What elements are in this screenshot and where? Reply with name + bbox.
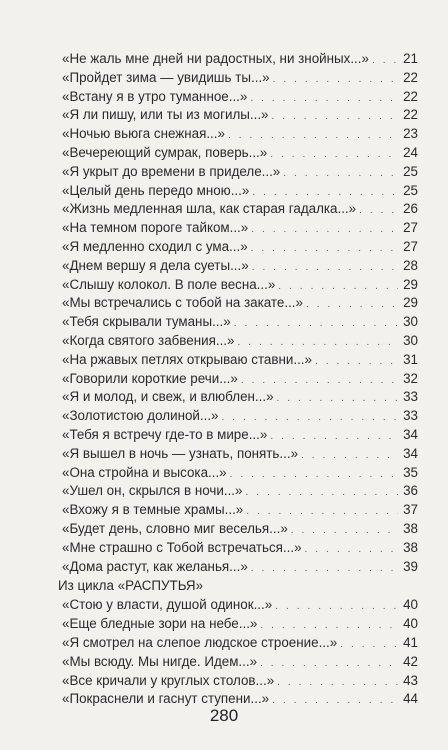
toc-group-1 <box>62 50 418 576</box>
toc-entry-page: 42 <box>403 653 418 669</box>
table-of-contents <box>58 50 418 709</box>
toc-entry <box>62 257 418 276</box>
toc-entry-title: «Я ли пишу, или ты из могилы...» <box>62 107 269 123</box>
dot-leader <box>250 90 398 109</box>
toc-entry-page: 22 <box>403 88 418 104</box>
toc-entry-page: 40 <box>403 597 418 613</box>
dot-leader <box>277 390 398 409</box>
toc-entry-page: 25 <box>403 163 418 179</box>
toc-entry-title: «Встану я в утро туманное...» <box>62 88 248 104</box>
toc-entry-title: «Не жаль мне дней ни радостных, ни знойных...» <box>62 51 369 66</box>
dot-leader <box>306 296 398 315</box>
dot-leader <box>273 71 398 90</box>
toc-entry-title: «Я смотрел на слепое людское строение...» <box>62 634 338 650</box>
toc-entry-title: «Вхожу я в темные храмы...» <box>62 502 244 518</box>
toc-entry <box>62 125 418 144</box>
toc-entry <box>62 294 418 313</box>
toc-entry <box>62 615 418 634</box>
dot-leader <box>260 655 398 674</box>
toc-entry-title: «Мы встречались с тобой на закате...» <box>62 295 303 311</box>
toc-entry-page: 41 <box>403 634 418 650</box>
toc-entry-page: 21 <box>403 51 418 66</box>
dot-leader <box>272 108 399 127</box>
dot-leader <box>277 674 398 693</box>
toc-entry-title: «Когда святого забвения...» <box>62 332 235 348</box>
section-heading: Из цикла «РАСПУТЬЯ» <box>58 578 204 594</box>
toc-entry-page: 39 <box>403 558 418 574</box>
toc-entry-page: 25 <box>403 182 418 198</box>
toc-entry <box>62 238 418 257</box>
toc-entry-title: «Я укрыт до времени в приделе...» <box>62 163 281 179</box>
toc-entry-title: «Мне страшно с Тобой встречаться...» <box>62 539 302 555</box>
toc-entry-page: 43 <box>403 672 418 688</box>
toc-entry <box>62 482 418 501</box>
toc-entry-page: 28 <box>403 257 418 273</box>
dot-leader <box>251 560 398 579</box>
toc-entry <box>62 445 418 464</box>
toc-entry <box>62 596 418 615</box>
toc-entry-title: «Стою у власти, душой одинок...» <box>62 597 273 613</box>
toc-entry-page: 37 <box>403 502 418 518</box>
toc-entry <box>62 106 418 125</box>
toc-entry-page: 29 <box>403 276 418 292</box>
toc-entry <box>62 219 418 238</box>
toc-entry-title: «Мы всюду. Мы нигде. Идем...» <box>62 653 258 669</box>
toc-entry-title: «Тебя я встречу где-то в мире...» <box>62 426 268 442</box>
toc-entry-title: «Говорили короткие речи...» <box>62 370 238 386</box>
toc-entry-page: 27 <box>403 238 418 254</box>
toc-entry-page: 30 <box>403 314 418 330</box>
toc-entry <box>62 634 418 653</box>
toc-entry <box>62 520 418 539</box>
toc-entry-page: 44 <box>403 691 418 707</box>
toc-entry <box>62 351 418 370</box>
dot-leader <box>230 466 398 485</box>
toc-entry-page: 40 <box>403 616 418 632</box>
toc-entry <box>62 370 418 389</box>
toc-entry <box>62 464 418 483</box>
toc-entry-title: «Днем вершу я дела суеты...» <box>62 257 249 273</box>
dot-leader <box>359 202 398 221</box>
toc-entry-title: «Она стройна и высока...» <box>62 464 227 480</box>
toc-entry-page: 30 <box>403 332 418 348</box>
toc-entry <box>62 388 418 407</box>
toc-entry-page: 31 <box>403 351 418 367</box>
toc-entry-page: 34 <box>403 445 418 461</box>
toc-entry-title: «Будет день, словно миг веселья...» <box>62 520 288 536</box>
toc-entry-page: 23 <box>403 126 418 142</box>
toc-entry-page: 33 <box>403 389 418 405</box>
toc-entry-page: 38 <box>403 520 418 536</box>
toc-entry <box>62 332 418 351</box>
dot-leader <box>251 240 398 259</box>
toc-entry-page: 34 <box>403 426 418 442</box>
toc-entry-title: «Ночью вьюга снежная...» <box>62 126 225 142</box>
toc-entry-page: 26 <box>403 201 418 217</box>
toc-group-2 <box>62 596 418 709</box>
toc-entry <box>62 501 418 520</box>
toc-entry-page: 36 <box>403 483 418 499</box>
toc-entry <box>62 200 418 219</box>
toc-entry-title: «Вечереющий сумрак, поверь...» <box>62 144 268 160</box>
toc-entry-title: «Золотистою долиной...» <box>62 408 219 424</box>
toc-entry-page: 22 <box>403 107 418 123</box>
toc-entry <box>62 276 418 295</box>
toc-entry <box>62 558 418 577</box>
toc-entry <box>62 144 418 163</box>
dot-leader <box>372 52 398 71</box>
toc-entry-title: «Слышу колокол. В поле весна...» <box>62 276 276 292</box>
toc-entry <box>62 88 418 107</box>
toc-entry-page: 38 <box>403 539 418 555</box>
toc-entry <box>62 182 418 201</box>
toc-entry-title: «Покраснели и гаснут ступени...» <box>62 691 270 707</box>
toc-entry-title: «Ушел он, скрылся в ночи...» <box>62 483 243 499</box>
toc-entry-title: «На ржавых петлях открываю ставни...» <box>62 351 312 367</box>
toc-entry-title: «На темном пороге тайком...» <box>62 220 249 236</box>
toc-entry-title: «Пройдет зима — увидишь ты...» <box>62 69 270 85</box>
toc-entry <box>62 313 418 332</box>
toc-entry <box>62 653 418 672</box>
toc-entry <box>62 407 418 426</box>
toc-entry <box>62 672 418 691</box>
toc-entry-title: «Тебя скрывали туманы...» <box>62 314 231 330</box>
dot-leader <box>270 146 398 165</box>
toc-entry <box>62 69 418 88</box>
toc-entry-page: 32 <box>403 370 418 386</box>
dot-leader <box>275 598 398 617</box>
dot-leader <box>301 447 398 466</box>
page-number: 280 <box>209 706 239 725</box>
toc-entry-title: «Еще бледные зори на небе...» <box>62 616 258 632</box>
toc-entry-page: 29 <box>403 295 418 311</box>
toc-entry-title: «Жизнь медленная шла, как старая гадалка...» <box>62 201 357 217</box>
toc-entry-title: «Я и молод, и свеж, и влюблен...» <box>62 389 274 405</box>
toc-entry-page: 35 <box>403 464 418 480</box>
toc-entry-page: 27 <box>403 220 418 236</box>
toc-entry-title: «Я вышел в ночь — узнать, понять...» <box>62 445 299 461</box>
dot-leader <box>283 165 398 184</box>
toc-entry-title: «Все кричали у круглых столов...» <box>62 672 275 688</box>
toc-entry-page: 33 <box>403 408 418 424</box>
dot-leader <box>245 484 398 503</box>
dot-leader <box>291 522 398 541</box>
toc-entry <box>62 163 418 182</box>
toc-entry-title: «Дома растут, как желанья...» <box>62 558 248 574</box>
dot-leader <box>340 636 398 655</box>
toc-entry-page: 24 <box>403 144 418 160</box>
toc-entry <box>62 50 418 69</box>
toc-entry-page: 22 <box>403 69 418 85</box>
dot-leader <box>234 315 398 334</box>
toc-entry-title: «Целый день передо мною...» <box>62 182 250 198</box>
dot-leader <box>315 353 398 372</box>
dot-leader <box>251 221 398 240</box>
toc-entry <box>62 426 418 445</box>
toc-entry <box>62 539 418 558</box>
toc-entry-title: «Я медленно сходил с ума...» <box>62 238 248 254</box>
dot-leader <box>305 541 398 560</box>
